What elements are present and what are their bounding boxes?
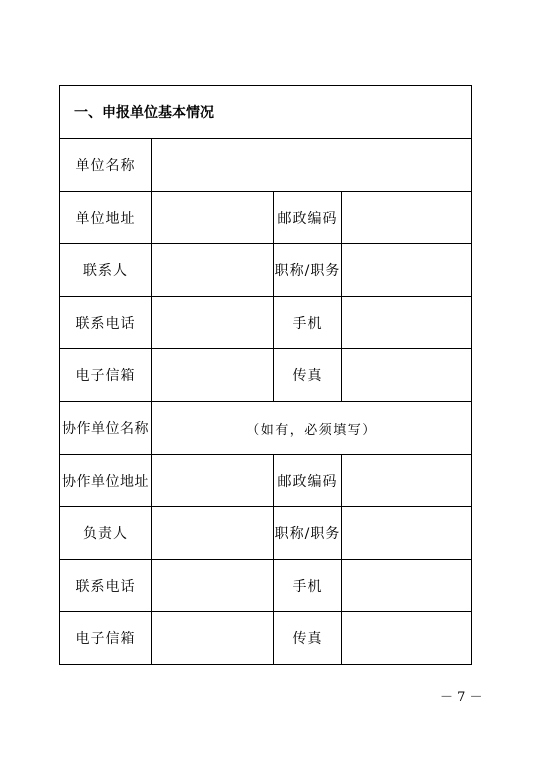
field-contact-person[interactable] [152,244,274,296]
row-unit-name [60,139,471,192]
field-partner-address[interactable] [152,455,274,506]
row-contact-person [60,244,471,297]
label-unit-name: 单位名称 [60,139,152,191]
label-partner-postcode: 邮政编码 [274,455,342,506]
row-unit-address [60,192,471,244]
label-partner-mobile: 手机 [274,560,342,611]
label-partner-phone: 联系电话 [60,560,152,611]
label-partner-email: 电子信箱 [60,612,152,664]
field-fax[interactable] [342,349,471,401]
label-mobile: 手机 [274,297,342,348]
row-partner-phone [60,560,471,612]
field-partner-phone[interactable] [152,560,274,611]
field-title-position[interactable] [342,244,471,296]
field-partner-name[interactable]: （如有，必须填写） [246,422,377,438]
field-postcode[interactable] [342,192,471,243]
label-partner-fax: 传真 [274,612,342,664]
field-partner-email[interactable] [152,612,274,664]
label-email: 电子信箱 [60,349,152,401]
label-postcode: 邮政编码 [274,192,342,243]
label-phone: 联系电话 [60,297,152,348]
field-email[interactable] [152,349,274,401]
field-partner-mobile[interactable] [342,560,471,611]
page-number: － 7 － [440,690,483,705]
row-partner-name [60,402,471,455]
row-partner-address [60,455,471,507]
label-title-position: 职称/职务 [274,244,342,296]
label-contact-person: 联系人 [60,244,152,296]
label-person-in-charge: 负责人 [60,507,152,559]
row-phone [60,297,471,349]
field-person-in-charge[interactable] [152,507,274,559]
row-email [60,349,471,402]
field-mobile[interactable] [342,297,471,348]
field-phone[interactable] [152,297,274,348]
row-partner-email [60,612,471,664]
label-fax: 传真 [274,349,342,401]
label-partner-title-position: 职称/职务 [274,507,342,559]
field-unit-name[interactable] [152,139,471,191]
field-partner-postcode[interactable] [342,455,471,506]
applicant-info-table [59,85,472,665]
label-partner-address: 协作单位地址 [60,455,152,506]
field-unit-address[interactable] [152,192,274,243]
label-unit-address: 单位地址 [60,192,152,243]
row-person-in-charge [60,507,471,560]
label-partner-name: 协作单位名称 [60,402,152,454]
field-partner-fax[interactable] [342,612,471,664]
field-partner-title-position[interactable] [342,507,471,559]
section-title: 一、申报单位基本情况 [60,86,471,139]
